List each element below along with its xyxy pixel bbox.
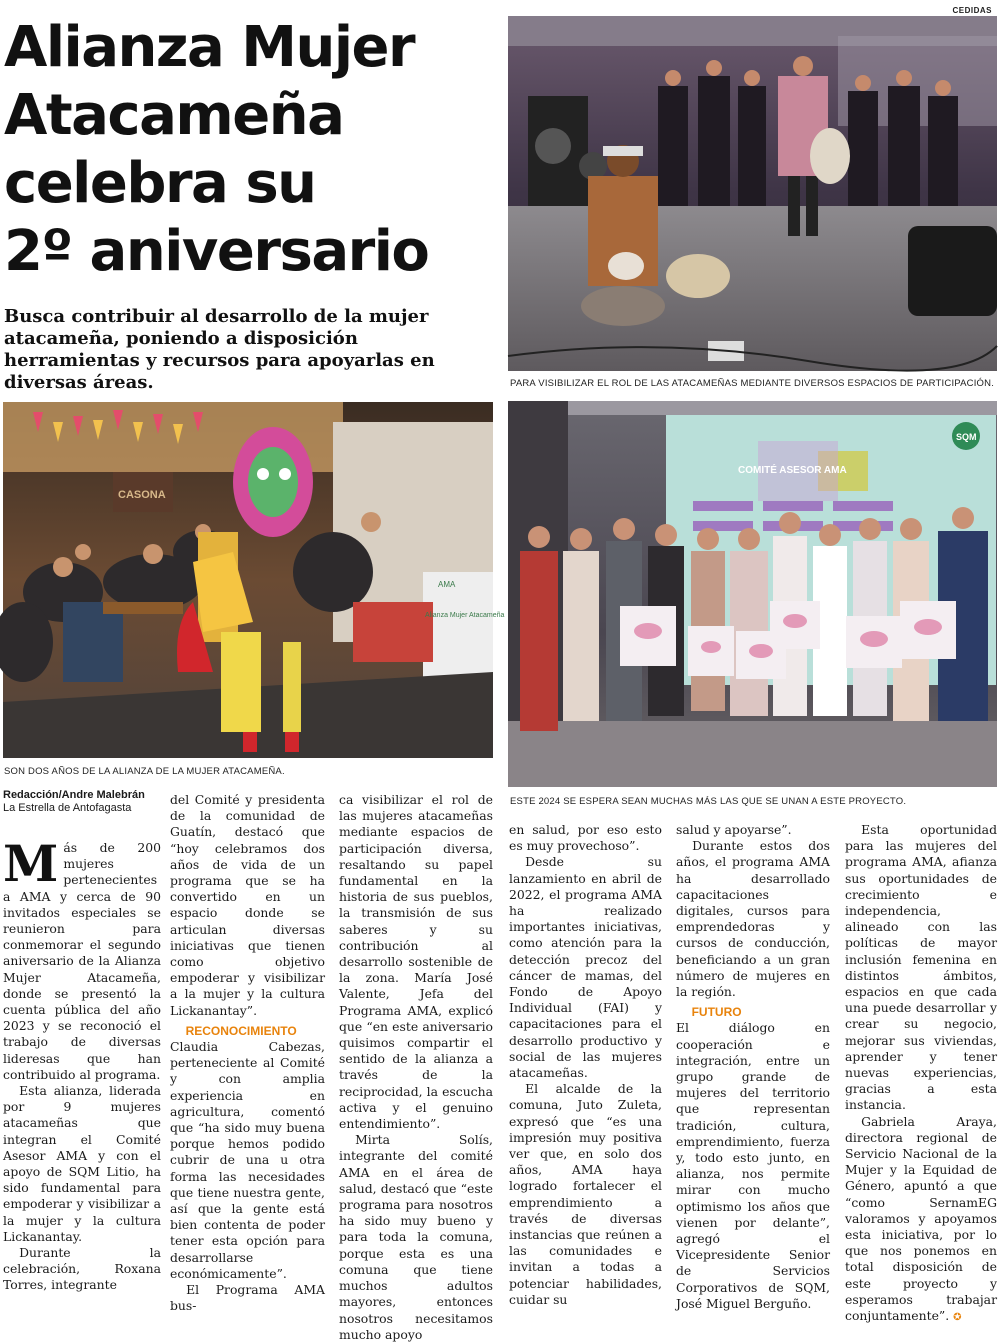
col3-paragraph-1: ca visibilizar el rol de las mujeres atacameñas mediante espacios de participación diversa, resaltando su papel fundamental en la historia de sus pueblos, la transmisión de sus saberes y su contribución al desarrollo sostenible de la zona. María José Valente, Jefa del Programa AMA, explicó que “en este aniversario quisimos compartir el sentido de la alianza a través de la reciprocidad, la escucha activa y el genuino entendimiento”. <box>339 792 493 1132</box>
sign-brand: AMA <box>438 580 456 589</box>
photo-dancer <box>3 402 505 758</box>
byline <box>3 789 163 815</box>
photo-dancer-caption: SON DOS AÑOS DE LA ALIANZA DE LA MUJER ATACAMEÑA. <box>4 766 285 777</box>
col1-paragraph-2: Esta alianza, liderada por 9 mujeres atacameñas que integran el Comité Asesor AMA y con el apoyo de SQM Litio, ha sido fundamental para empoderar y visibilizar a la mujer y la cultura Lickanantay. <box>3 1083 161 1244</box>
byline-outlet: La Estrella de Antofagasta <box>3 802 132 814</box>
article-column-5 <box>676 822 830 1311</box>
col4-paragraph-2: Desde su lanzamiento en abril de 2022, el programa AMA ha realizado importantes iniciativas, como atención para la detección precoz del cáncer de mamas, del Fondo de Apoyo Individual (FAI) y capacitaciones para el desarrollo productivo y social de las mujeres atacameñas. <box>509 854 662 1081</box>
col4-paragraph-3: El alcalde de la comuna, Juto Zuleta, expresó que “es una impresión muy positiva ver que, en solo dos años, AMA haya logrado fortalecer el emprendimiento a través de diversas instancias que reúnen a las comunidades e invitan a todas a potenciar habilidades, cuidar su <box>509 1081 662 1307</box>
photo-dancer-image <box>3 402 505 758</box>
headline-line-2: Atacameña <box>4 83 344 148</box>
col3-paragraph-2: Mirta Solís, integrante del comité AMA en el área de salud, destacó que “este programa para nosotros ha sido muy bueno y para toda la comuna, porque esta es una comuna que tiene muchos adultos mayores, entonces nosotros necesitamos mucho apoyo <box>339 1132 493 1342</box>
drop-cap: M <box>3 834 59 893</box>
col2-paragraph-1: del Comité y presidenta de la comunidad de Guatín, destacó que “hoy celebramos dos años de vida de un programa que se ha convertido en un espacio donde se articulan diversas iniciativas que tienen como objetivo empoderar y visibilizar a la mujer y la cultura Lickanantay”. <box>170 792 325 1018</box>
sign-title: Alianza Mujer Atacameña <box>425 612 505 619</box>
col6-paragraph-2-text: Gabriela Araya, directora regional de Servicio Nacional de la Mujer y la Equidad de Género, apuntó a que “como SernamEG valoramos y apoyamos esta iniciativa, por lo que nos ponemos en total disposición de este proyecto y esperamos trabajar conjuntamente”. <box>845 1113 997 1324</box>
col4-paragraph-1: en salud, por eso esto es muy provechoso”. <box>509 822 662 854</box>
col5-paragraph-3: El diálogo en cooperación e integración, entre un grupo grande de mujeres del territorio que representan tradición, cultura, emprendimiento, fuerza y, todo esto junto, en alianza, nos permite mirar con mucho optimismo los años que vienen por delante”, agregó el Vicepresidente Senior de Servicios Corporativos de SQM, José Miguel Berguño. <box>676 1020 830 1311</box>
end-mark-icon: ✪ <box>953 1312 962 1324</box>
col6-paragraph-2 <box>845 1114 997 1327</box>
subhead: Busca contribuir al desarrollo de la mujer atacameña, poniendo a disposición herramientas y recursos para apoyarlas en diversas áreas. <box>4 306 435 393</box>
headline-line-1: Alianza Mujer <box>4 15 415 80</box>
section-tag: CEDIDAS <box>952 6 992 15</box>
col5-paragraph-2: Durante estos dos años, el programa AMA ha desarrollado capacitaciones digitales, cursos para emprendedoras y cursos de conducción, beneficiando a un gran número de mujeres en la región. <box>676 838 830 1000</box>
subtitle-reconocimiento: RECONOCIMIENTO <box>185 1023 297 1038</box>
article-column-3 <box>339 792 493 1342</box>
col6-paragraph-1: Esta oportunidad para las mujeres del programa AMA, afianza sus oportunidades de crecimiento e independencia, alineado con las políticas de mayor inclusión femenina en distintos ámbitos, espacios en que cada una puede desarrollar y crear su negocio, mejorar sus viviendas, aprender y tener nuevas experiencias, gracias a esta instancia. <box>845 822 997 1113</box>
col2-paragraph-2: Claudia Cabezas, perteneciente al Comité y con amplia experiencia en agricultura, comentó que “ha sido muy buena porque hemos podido cubrir de una u otra forma las necesidades que tiene nuestra gente, así que la gente está bien contenta de poder tener esta opción para desarrollarse económicamente”. <box>170 1039 325 1281</box>
photo-stage-caption: PARA VISIBILIZAR EL ROL DE LAS ATACAMEÑAS MEDIANTE DIVERSOS ESPACIOS DE PARTICIPACIÓN. <box>510 378 995 389</box>
headline-line-3: celebra su <box>4 151 316 216</box>
subtitle-futuro: FUTURO <box>691 1005 742 1020</box>
photo-committee-group <box>508 401 997 787</box>
col5-paragraph-1: salud y apoyarse”. <box>676 822 792 837</box>
headline <box>4 14 499 286</box>
headline-line-4: 2º aniversario <box>4 219 429 284</box>
article-column-4 <box>509 822 662 1307</box>
article-column-1 <box>3 834 161 1293</box>
casona-sign: CASONA <box>118 489 166 501</box>
article-column-6 <box>845 822 997 1324</box>
photo-stage-performance-image <box>508 16 997 371</box>
col1-paragraph-1 <box>3 834 161 1083</box>
photo-committee-caption: ESTE 2024 SE ESPERA SEAN MUCHAS MÁS LAS QUE SE UNAN A ESTE PROYECTO. <box>510 796 907 807</box>
article-column-2 <box>170 792 325 1314</box>
byline-author: Redacción/Andre Malebrán <box>3 789 145 801</box>
col1-paragraph-3: Durante la celebración, Roxana Torres, integrante <box>3 1245 161 1293</box>
col1-paragraph-1-text: ás de 200 mujeres pertenecientes a AMA y cerca de 90 invitados especiales se reunieron para conmemorar el segundo aniversario de la Alianza Mujer Atacameña, donde se presentó la cuenta pública del año 2023 y se reconoció el trabajo de diversas lideresas que han contribuido al programa. <box>3 840 161 1082</box>
photo-stage-performance <box>508 16 997 371</box>
sqm-logo: SQM <box>956 432 977 442</box>
photo-committee-image <box>508 401 997 787</box>
committee-banner-title: COMITÉ ASESOR AMA <box>738 465 847 476</box>
col2-paragraph-3: El Programa AMA bus- <box>170 1282 325 1314</box>
